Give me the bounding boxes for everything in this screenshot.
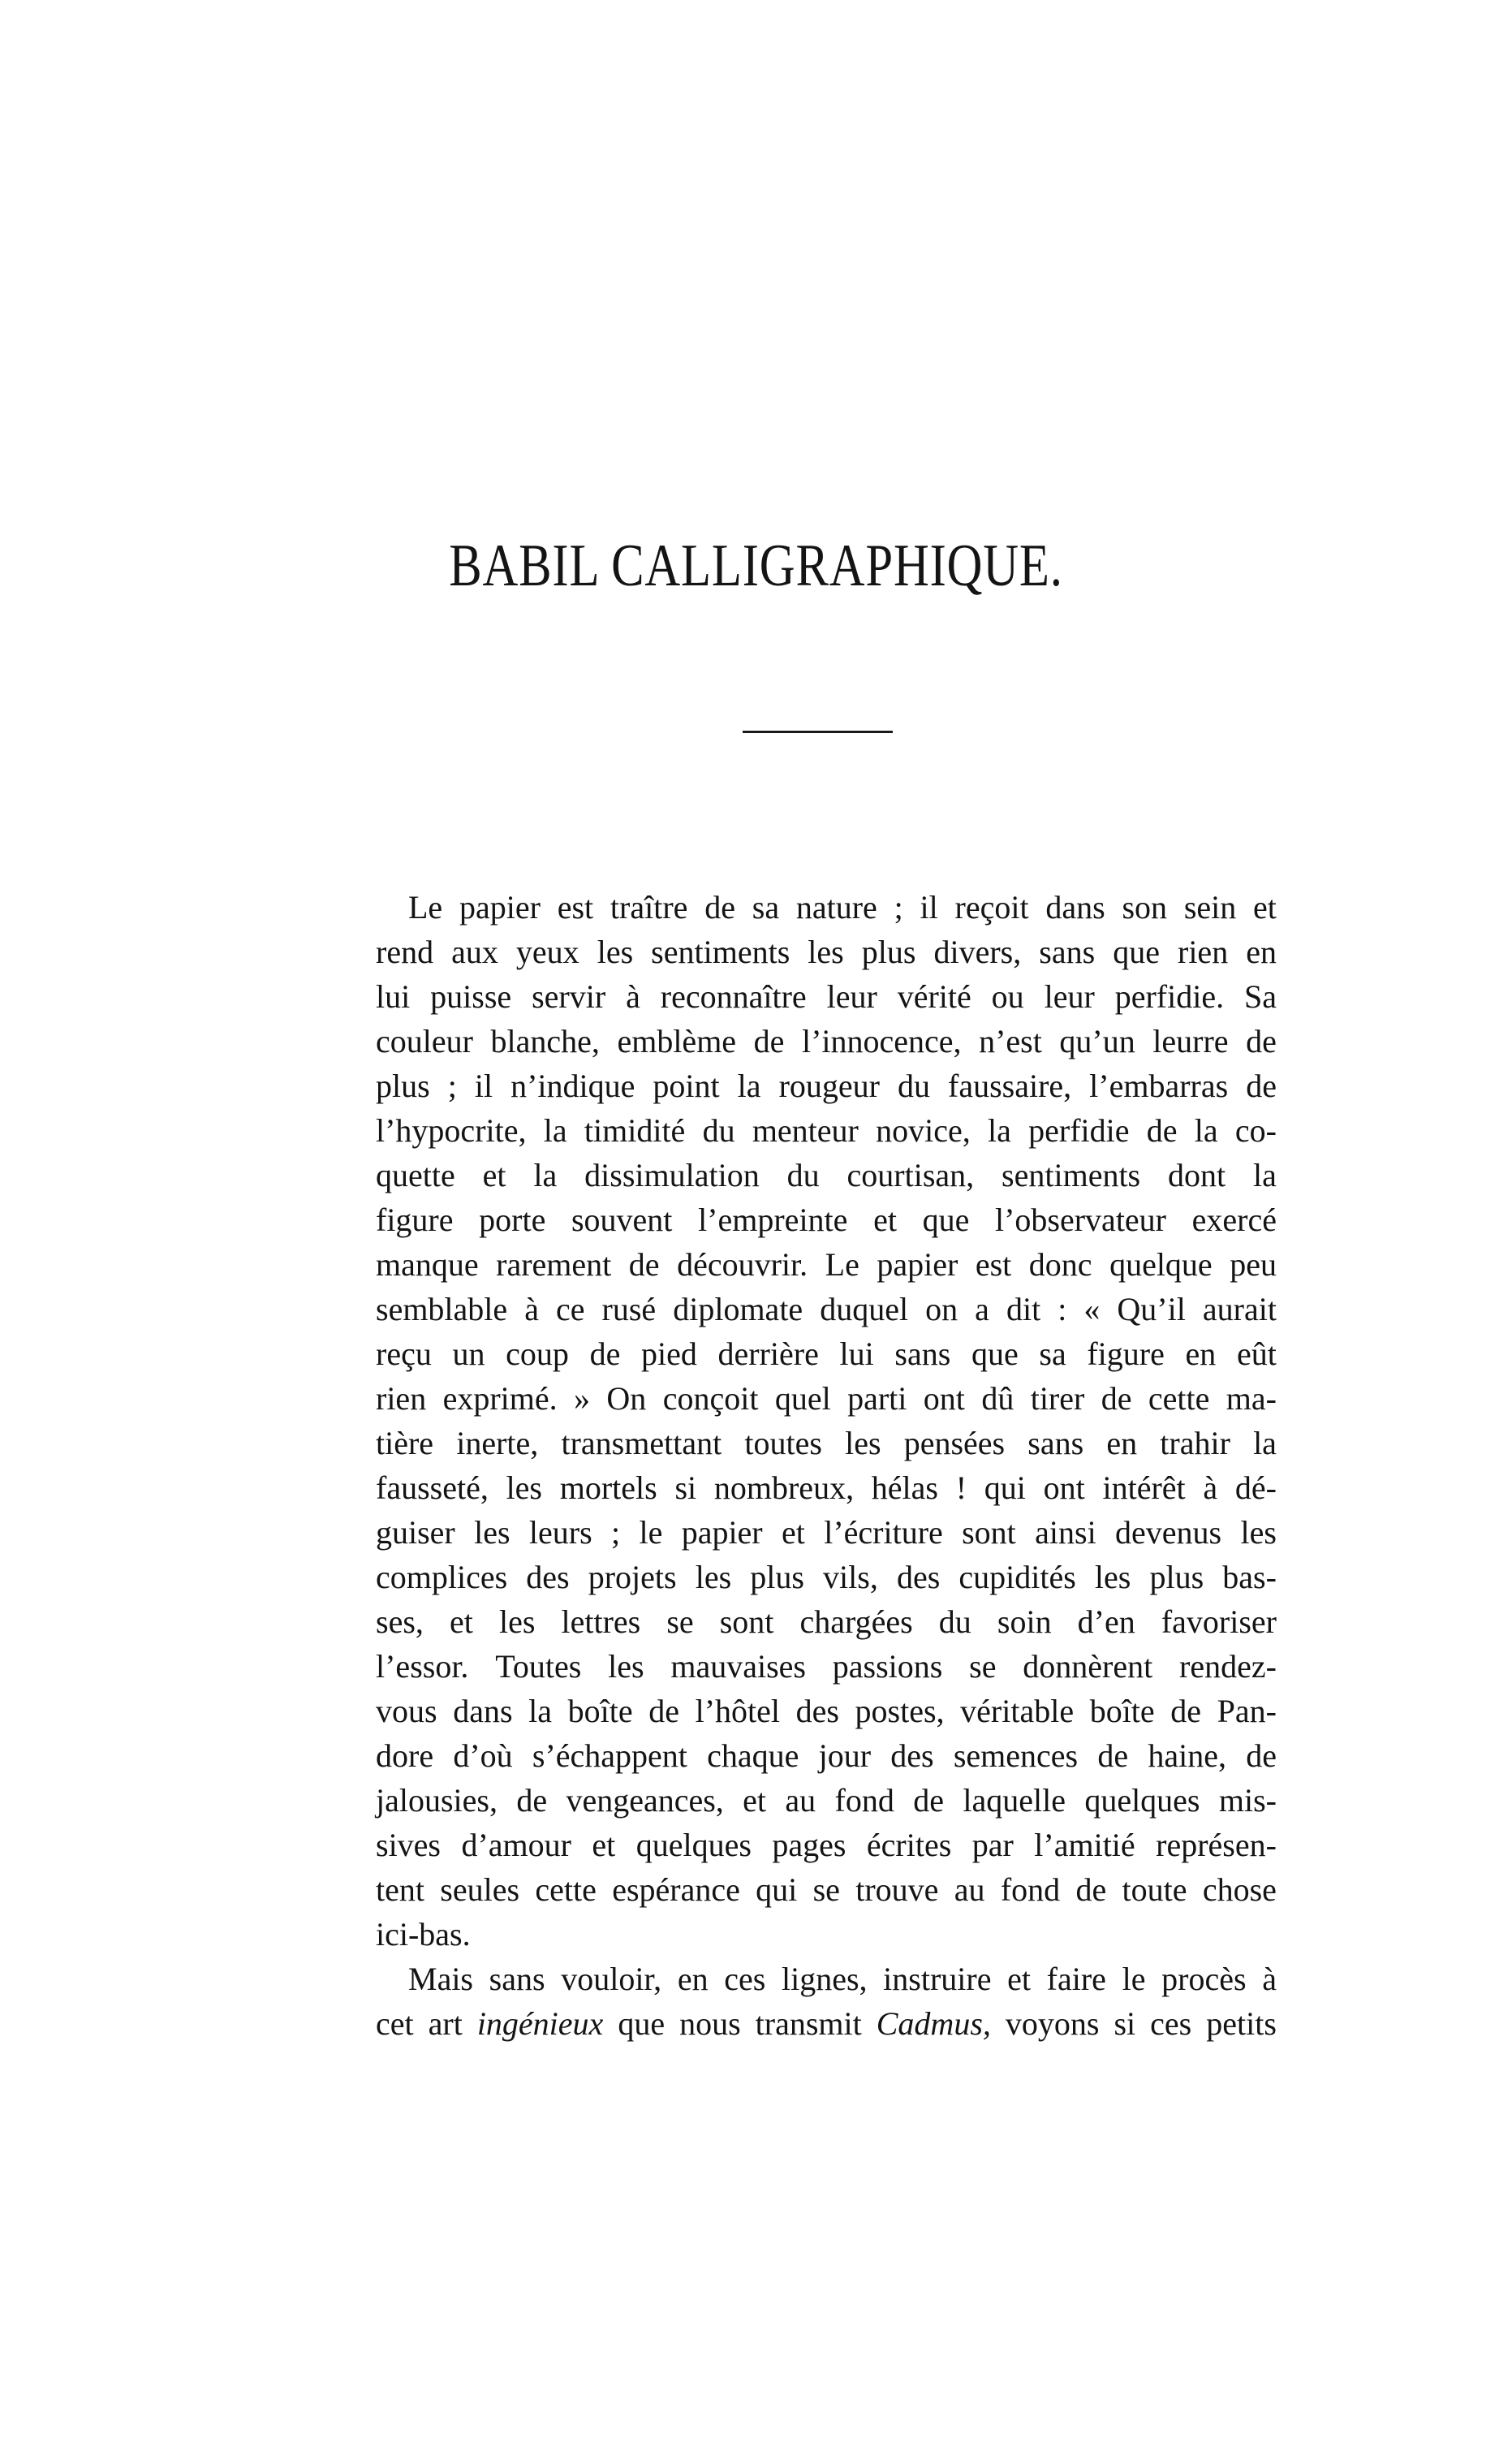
- text-line: l’essor. Toutes les mauvaises passions se donnèrent rendez-: [376, 1648, 1277, 1685]
- text-line: ici-bas.: [376, 1916, 471, 1953]
- text-line: quette et la dissimulation du courtisan, sentiments dont la: [376, 1157, 1277, 1193]
- text-line: vous dans la boîte de l’hôtel des postes, véritable boîte de Pan-: [376, 1693, 1277, 1729]
- title-rule: [743, 731, 893, 733]
- text-line: lui puisse servir à reconnaître leur vérité ou leur perfidie. Sa: [376, 978, 1277, 1015]
- text-line: sives d’amour et quelques pages écrites par l’amitié représen-: [376, 1827, 1277, 1863]
- text-line: reçu un coup de pied derrière lui sans que sa figure en eût: [376, 1336, 1277, 1372]
- text-line: l’hypocrite, la timidité du menteur novice, la perfidie de la co-: [376, 1112, 1277, 1149]
- text-line: rien exprimé. » On conçoit quel parti ont dû tirer de cette ma-: [376, 1380, 1277, 1417]
- text-line: guiser les leurs ; le papier et l’écriture sont ainsi devenus les: [376, 1514, 1277, 1551]
- text-line: rend aux yeux les sentiments les plus divers, sans que rien en: [376, 934, 1277, 970]
- text-line: cet art ingénieux que nous transmit Cadmus, voyons si ces petits: [376, 2005, 1277, 2042]
- body-text: [376, 885, 1277, 2046]
- text-line: ses, et les lettres se sont chargées du soin d’en favoriser: [376, 1603, 1277, 1640]
- text-line: fausseté, les mortels si nombreux, hélas ! qui ont intérêt à dé-: [376, 1469, 1277, 1506]
- page-title: BABIL CALLIGRAPHIQUE.: [449, 533, 1063, 599]
- text-line: complices des projets les plus vils, des cupidités les plus bas-: [376, 1559, 1277, 1595]
- text-line: jalousies, de vengeances, et au fond de laquelle quelques mis-: [376, 1782, 1277, 1819]
- text-line: manque rarement de découvrir. Le papier est donc quelque peu: [376, 1246, 1277, 1283]
- text-line: couleur blanche, emblème de l’innocence, n’est qu’un leurre de: [376, 1023, 1277, 1059]
- text-line: Le papier est traître de sa nature ; il reçoit dans son sein et: [408, 889, 1277, 926]
- text-line: figure porte souvent l’empreinte et que l’observateur exercé: [376, 1202, 1277, 1238]
- text-line: plus ; il n’indique point la rougeur du faussaire, l’embarras de: [376, 1068, 1277, 1104]
- text-line: tent seules cette espérance qui se trouve au fond de toute chose: [376, 1871, 1277, 1908]
- text-line: semblable à ce rusé diplomate duquel on a dit : « Qu’il aurait: [376, 1291, 1277, 1327]
- text-line: tière inerte, transmettant toutes les pensées sans en trahir la: [376, 1425, 1277, 1461]
- text-line: dore d’où s’échappent chaque jour des semences de haine, de: [376, 1737, 1277, 1774]
- text-line: Mais sans vouloir, en ces lignes, instruire et faire le procès à: [408, 1961, 1277, 1997]
